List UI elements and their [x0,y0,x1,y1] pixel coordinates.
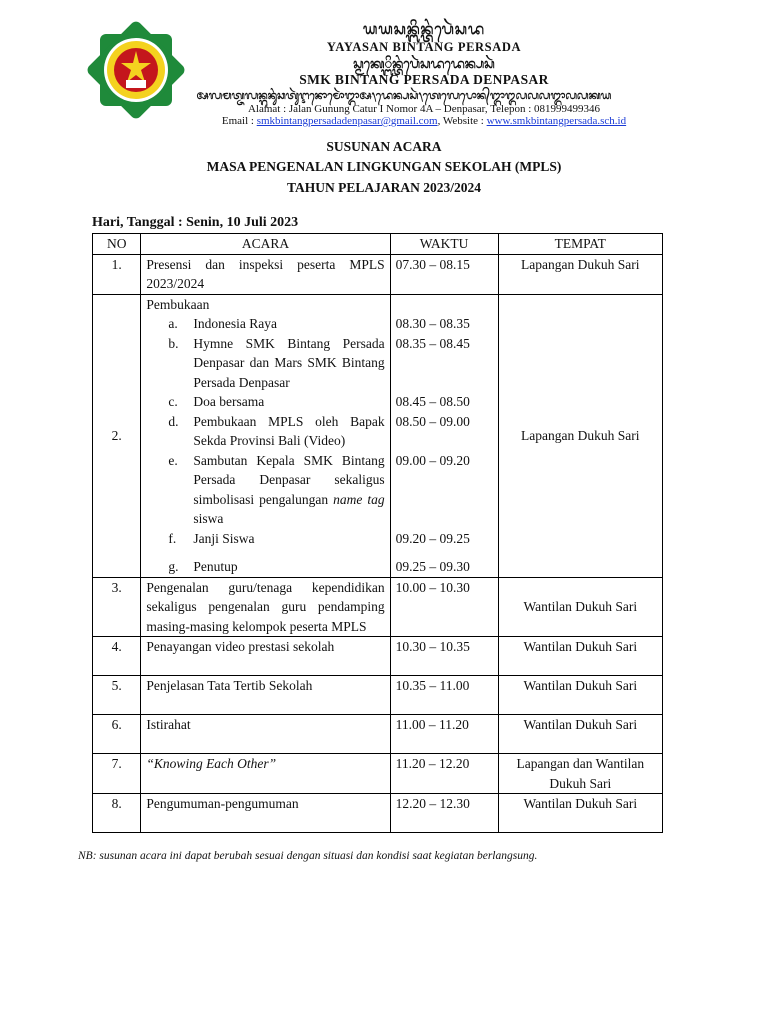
table-row [93,637,663,676]
header-no: NO [93,234,141,255]
table-header-row [93,234,663,255]
item-text: Indonesia Raya [193,316,278,331]
row-tempat: Wantilan Dukuh Sari [498,637,662,676]
row-waktu: 10.35 – 11.00 [390,676,498,715]
footnote: NB: susunan acara ini dapat berubah sesuai dengan situasi dan kondisi saat kegiatan berlangsung. [78,850,538,862]
waktu-item: 09.20 – 09.25 [395,530,470,546]
item-letter: g. [168,559,179,574]
list-item [146,557,384,577]
waktu-item: 08.45 – 08.50 [395,394,470,409]
row-tempat: Wantilan Dukuh Sari [498,794,662,833]
date-line: Hari, Tanggal : Senin, 10 Juli 2023 [92,215,299,230]
email-link[interactable]: smkbintangpersadadenpasar@gmail.com [256,115,438,127]
waktu-item: 08.30 – 08.35 [395,316,470,331]
table-row [93,754,663,794]
row-tempat: Wantilan Dukuh Sari [498,676,662,715]
balinese-school-name: ᬲ᭄ᬫᬓᬾ᭄ᬩᬶᬦ᭄ᬢᬂᬧᬾᬃᬲᬤᬤᬾᬦ᭄ᬧᬲᬃ [353,57,495,72]
list-item [146,412,384,451]
item-letter: b. [168,335,179,351]
row-acara: “Knowing Each Other” [141,754,390,794]
item-text-after: siswa [193,511,224,526]
row-no: 6. [93,715,141,754]
school-address: Alamat : Jalan Gunung Catur I Nomor 4A – Denpasar, Telepon : 081999499346 [247,103,601,115]
table-row [93,676,663,715]
item-letter: e. [168,452,178,468]
email-label: Email : [221,115,257,127]
website-label: , Website : [437,115,487,127]
item-text: Doa bersama [193,394,265,409]
school-name: SMK BINTANG PERSADA DENPASAR [299,72,549,87]
waktu-item: 09.00 – 09.20 [395,452,470,468]
row-acara [141,294,390,577]
item-text-before: Sambutan Kepala SMK Bintang Persada Denpasar sekaligus simbolisasi pengalungan [193,452,385,507]
row-tempat: Wantilan Dukuh Sari [498,577,662,637]
item-letter: a. [168,316,178,331]
row-acara: Penjelasan Tata Tertib Sekolah [141,676,390,715]
row-no: 1. [93,254,141,294]
row-no: 7. [93,754,141,794]
row-tempat: Wantilan Dukuh Sari [498,715,662,754]
item-text: Pembukaan MPLS oleh Bapak Sekda Provinsi Bali (Video) [193,413,385,448]
website-link[interactable]: www.smkbintangpersada.sch.id [486,115,627,127]
table-row [93,715,663,754]
row-waktu: 10.30 – 10.35 [390,637,498,676]
row-waktu: 12.20 – 12.30 [390,794,498,833]
item-text: Penutup [193,559,238,574]
header-waktu: WAKTU [390,234,498,255]
list-item [146,314,384,334]
row-no: 2. [93,294,141,577]
item-text: Hymne SMK Bintang Persada Denpasar dan Mars SMK Bintang Persada Denpasar [193,335,385,390]
list-item [146,334,384,393]
row-no: 4. [93,637,141,676]
table-row [93,794,663,833]
row-tempat: Lapangan Dukuh Sari [498,254,662,294]
list-item [146,451,384,529]
row-waktu-list [390,294,498,577]
row-tempat: Lapangan dan Wantilan Dukuh Sari [498,754,662,794]
schedule-table [92,233,663,833]
item-letter: f. [168,530,177,546]
row-no: 8. [93,794,141,833]
row-waktu: 07.30 – 08.15 [390,254,498,294]
row-waktu: 11.00 – 11.20 [390,715,498,754]
row-acara-heading: Pembukaan [146,296,210,312]
foundation-name: YAYASAN BINTANG PERSADA [326,40,522,54]
row-acara: Presensi dan inspeksi peserta MPLS 2023/2024 [141,254,390,294]
row-acara: Pengenalan guru/tenaga kependidikan sekaligus pengenalan guru pendamping masing-masing kelompok peserta MPLS [141,577,390,637]
row-acara: Istirahat [141,715,390,754]
item-letter: c. [168,394,178,409]
row-acara: Pengumuman-pengumuman [141,794,390,833]
list-item [146,392,384,412]
document-title: SUSUNAN ACARA [326,139,442,154]
item-text: Janji Siswa [193,530,255,546]
row-tempat: Lapangan Dukuh Sari [498,294,662,577]
header-acara: ACARA [141,234,390,255]
contact-line [40,115,768,127]
balinese-foundation-name: ᬬᬬᬲᬦ᭄ᬩᬶᬦ᭄ᬢᬂᬧᬾᬃᬲᬤ [362,20,486,38]
row-no: 3. [93,577,141,637]
item-text-italic: name tag [333,491,385,507]
item-letter: d. [168,413,179,429]
table-row [93,254,663,294]
table-row [93,577,663,637]
balinese-address: ᬅᬮᬫᬢ᭄ᬚᬮᬦ᭄ᬕᬸᬦᬸᬂᬘᬢᬸᬃᬇᬦᭀᬫᭀᬃᬒᬅ᭞ᬤᬾᬦ᭄ᬧᬲᬃ᭞ᬢᬾᬮᬾᬧᭀᬦ᭄ᬒᬑᬙᬙᬙᬒᬙᬙᬓᬬ [196,89,612,102]
row-no: 5. [93,676,141,715]
row-acara: Penayangan video prestasi sekolah [141,637,390,676]
waktu-item: 08.35 – 08.45 [395,335,470,351]
list-item [146,529,384,549]
waktu-item: 09.25 – 09.30 [395,558,470,574]
table-row [93,294,663,577]
header-tempat: TEMPAT [498,234,662,255]
waktu-item: 08.50 – 09.00 [395,413,470,429]
academic-year: TAHUN PELAJARAN 2023/2024 [286,180,481,195]
row-waktu: 10.00 – 10.30 [390,577,498,637]
sub-agenda-list [146,314,384,577]
document-subtitle: MASA PENGENALAN LINGKUNGAN SEKOLAH (MPLS) [206,159,562,174]
row-waktu: 11.20 – 12.20 [390,754,498,794]
